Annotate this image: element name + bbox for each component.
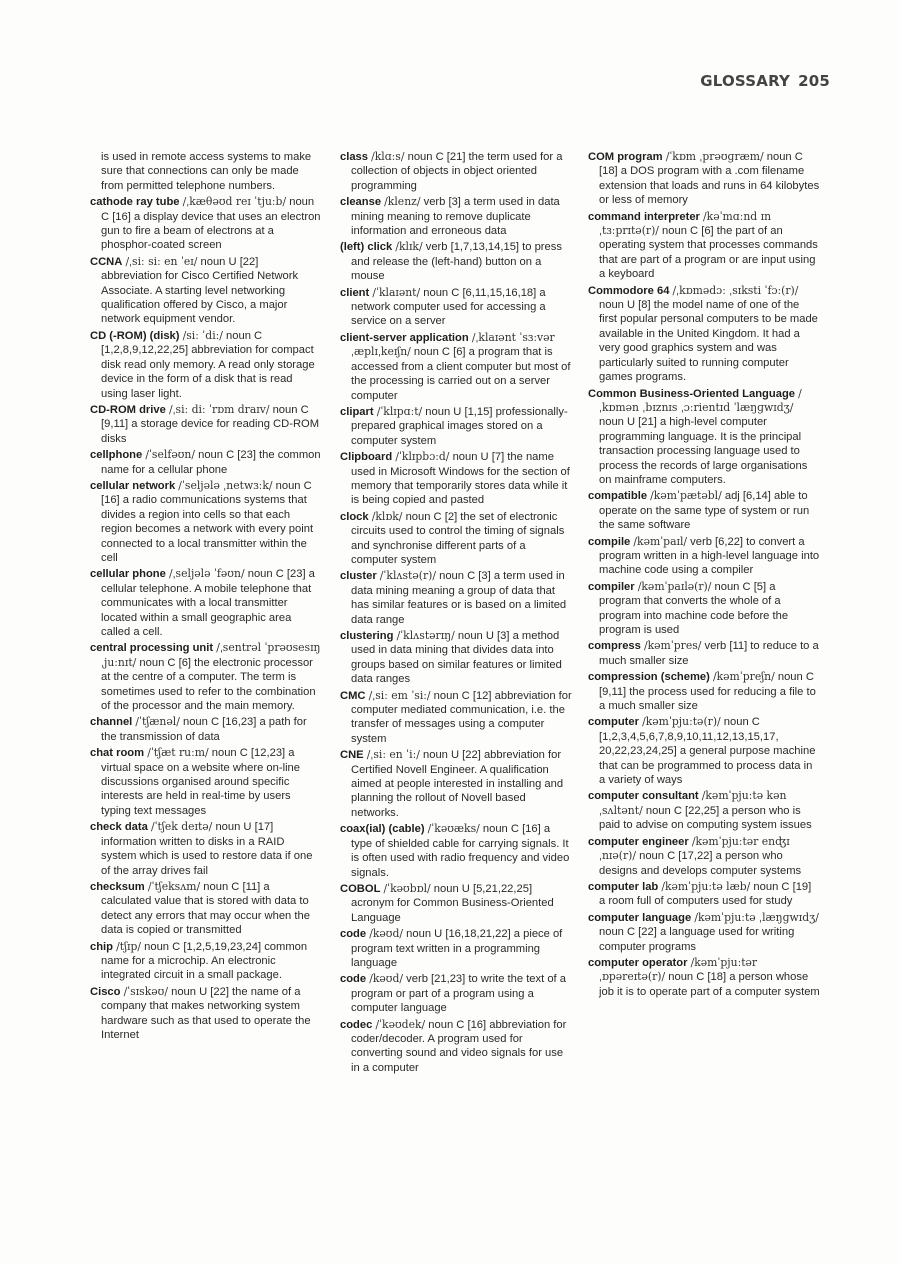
entry-pronunciation: /klɑːs/ bbox=[371, 150, 405, 163]
entry-definition: noun U [21] a high-level computer programming language. It is the principal transaction processing language used to process the records of large organisations on mainframe computers. bbox=[599, 416, 808, 486]
entry-pronunciation: /ˈsɪskəʊ/ bbox=[123, 984, 168, 998]
entry-headword: checksum bbox=[90, 880, 145, 893]
entry-pronunciation: /ˈklɪpbɔːd/ bbox=[395, 450, 450, 464]
glossary-entry bbox=[340, 195, 572, 238]
glossary-entry bbox=[340, 882, 572, 925]
glossary-entry bbox=[90, 715, 322, 744]
entry-definition: noun C [11] a calculated value that is stored with data to detect any errors that may occur when the data is copied or transmitted bbox=[101, 880, 310, 937]
glossary-entry bbox=[340, 972, 572, 1015]
entry-pronunciation: /kəmˈpjuːtə læb/ bbox=[661, 879, 751, 893]
entry-definition: noun C [16] a display device that uses an electron gun to fire a beam of electrons at a phosphor-coated screen bbox=[101, 196, 321, 252]
entry-definition: noun C [16] abbreviation for coder/decoder. A program used for converting sound and video signals for use in a computer bbox=[351, 1018, 567, 1074]
entry-definition: noun C [23] a cellular telephone. A mobile telephone that communicates with a local transmitter located within a small geographic area called a cell. bbox=[101, 568, 315, 638]
entry-headword: check data bbox=[90, 821, 148, 834]
glossary-entry bbox=[588, 835, 820, 878]
entry-definition: noun C [6] the electronic processor at the centre of a computer. The term is sometimes used to refer to the combination of the processor and the main memory. bbox=[101, 656, 316, 713]
entry-pronunciation: /ˈtʃeksʌm/ bbox=[147, 879, 201, 893]
entry-headword: client-server application bbox=[340, 331, 469, 344]
entry-definition: noun C [16] a radio communications systems that divides a region into cells so that each region becomes a network with every point connected to a local transmitter within the cell bbox=[101, 479, 314, 564]
entry-pronunciation: /kəmˈpjuːtə kənˌsʌltənt/ bbox=[599, 789, 787, 817]
entry-pronunciation: /ˈkɒm ˌprəʊɡræm/ bbox=[665, 150, 764, 163]
entry-definition: noun C [19] a room full of computers used for study bbox=[599, 880, 812, 908]
glossary-entry bbox=[588, 387, 820, 488]
entry-definition: noun U [22] abbreviation for Cisco Certified Network Associate. A starting level networking qualification offered by Cisco, a major network equipment vendor. bbox=[101, 255, 299, 326]
entry-pronunciation: /ˈkəʊæks/ bbox=[427, 822, 480, 836]
glossary-entry bbox=[340, 240, 572, 283]
entry-definition: noun C [12,23] a virtual space on a website where on-line discussions organised around specific interests are held in real-time by users typing text messages bbox=[101, 747, 300, 817]
entry-pronunciation: /kəmˈpaɪlə(r)/ bbox=[637, 579, 712, 593]
glossary-entry bbox=[588, 210, 820, 282]
entry-definition: is used in remote access systems to make sure that connections can only be made from permitted telephone numbers. bbox=[101, 151, 312, 192]
entry-definition: noun C [6] the part of an operating system that processes commands that are part of a program or are input using a keyboard bbox=[599, 225, 818, 281]
entry-definition: noun U [1,15] professionally-prepared graphical images stored on a computer system bbox=[351, 405, 568, 447]
glossary-entry bbox=[588, 956, 820, 999]
entry-definition: noun C [6,11,15,16,18] a network computer used for accessing a service on a server bbox=[351, 286, 546, 328]
page-number: 205 bbox=[798, 72, 830, 90]
entry-definition: verb [1,7,13,14,15] to press and release the (left-hand) button on a mouse bbox=[351, 241, 562, 283]
entry-pronunciation: /tʃɪp/ bbox=[116, 939, 142, 953]
entry-definition: noun C [5] a program that converts the whole of a program into machine code before the program is used bbox=[599, 580, 789, 636]
entry-definition: verb [11] to reduce to a much smaller size bbox=[599, 640, 819, 667]
glossary-entry bbox=[588, 489, 820, 532]
entry-pronunciation: /kəmˈpætəbl/ bbox=[650, 489, 722, 503]
entry-definition: noun C [22,25] a person who is paid to advise on computing system issues bbox=[599, 804, 812, 832]
entry-definition: noun C [18] a person whose job it is to operate part of a computer system bbox=[599, 971, 820, 998]
entry-headword: compatible bbox=[588, 490, 648, 503]
entry-definition: verb [21,23] to write the text of a program or part of a program using a computer language bbox=[351, 973, 566, 1015]
entry-pronunciation: /ˈklʌstərɪŋ/ bbox=[396, 629, 455, 642]
entry-pronunciation: /ˈklɪpɑːt/ bbox=[376, 404, 423, 418]
glossary-entry bbox=[90, 448, 322, 477]
entry-headword: cellular phone bbox=[90, 568, 166, 581]
glossary-column-middle bbox=[340, 150, 572, 1077]
glossary-entry bbox=[90, 567, 322, 639]
glossary-entry bbox=[340, 822, 572, 880]
glossary-entry bbox=[90, 403, 322, 446]
entry-pronunciation: /ˈtʃek deɪtə/ bbox=[150, 820, 213, 834]
entry-headword: code bbox=[340, 928, 367, 941]
entry-headword: compile bbox=[588, 535, 631, 548]
entry-headword: compress bbox=[588, 640, 641, 653]
glossary-entry bbox=[340, 450, 572, 508]
entry-definition: noun U [17] information written to disks in a RAID system which is used to restore data if one of the array drives fail bbox=[101, 821, 313, 877]
entry-pronunciation: /ˈseljələ ˌnetwɜːk/ bbox=[178, 478, 273, 492]
entry-definition: verb [3] a term used in data mining meaning to remove duplicate information and erroneous data bbox=[351, 196, 560, 238]
glossary-entry bbox=[340, 286, 572, 329]
entry-pronunciation: /klɒk/ bbox=[371, 509, 403, 523]
entry-headword: cellular network bbox=[90, 479, 176, 492]
entry-pronunciation: /ˌkɒmədɔː ˌsɪksti ˈfɔː(r)/ bbox=[672, 283, 799, 297]
entry-headword: COBOL bbox=[340, 882, 381, 895]
entry-pronunciation: /ˈklʌstə(r)/ bbox=[379, 569, 436, 583]
entry-pronunciation: /ˈkəʊdek/ bbox=[375, 1017, 426, 1031]
glossary-entry bbox=[588, 150, 820, 208]
entry-definition: noun C [21] the term used for a collection of objects in object oriented programming bbox=[351, 151, 563, 192]
entry-definition: noun U [3] a method used in data mining that divides data into groups based on similar features or limited data ranges bbox=[351, 630, 562, 686]
entry-pronunciation: /ˌkæθəʊd reɪ ˈtjuːb/ bbox=[182, 195, 287, 209]
entry-pronunciation: /ˌsiː siː en ˈeɪ/ bbox=[125, 254, 198, 268]
entry-pronunciation: /ˈkəʊbɒl/ bbox=[383, 881, 431, 895]
glossary-column-left bbox=[90, 150, 322, 1044]
entry-pronunciation: /kəʊd/ bbox=[369, 972, 404, 986]
entry-definition: noun U [22] the name of a company that makes networking system hardware such as that used to operate the Internet bbox=[101, 985, 311, 1041]
glossary-entry bbox=[588, 639, 820, 668]
entry-headword: computer operator bbox=[588, 956, 688, 969]
entry-headword: chat room bbox=[90, 747, 145, 760]
glossary-entry bbox=[340, 629, 572, 687]
entry-headword: cathode ray tube bbox=[90, 196, 180, 209]
entry-pronunciation: /kəmˈpjuːtər ˌɒpəreɪtə(r)/ bbox=[599, 955, 758, 984]
entry-pronunciation: /ˌsiː em ˈsiː/ bbox=[368, 688, 431, 702]
entry-headword: coax(ial) (cable) bbox=[340, 823, 425, 836]
glossary-entry bbox=[340, 927, 572, 970]
entry-pronunciation: /klenz/ bbox=[384, 195, 421, 209]
glossary-entry bbox=[90, 150, 322, 193]
glossary-entry bbox=[90, 479, 322, 565]
glossary-entry bbox=[90, 255, 322, 327]
glossary-entry bbox=[90, 329, 322, 401]
running-head: GLOSSARY bbox=[700, 72, 791, 90]
entry-headword: CD-ROM drive bbox=[90, 403, 166, 416]
entry-pronunciation: /klɪk/ bbox=[395, 240, 423, 254]
entry-pronunciation: /ˈselfəʊn/ bbox=[145, 448, 195, 462]
entry-headword: code bbox=[340, 973, 367, 986]
entry-definition: noun C [22] a language used for writing computer programs bbox=[599, 926, 795, 953]
glossary-entry bbox=[90, 940, 322, 983]
entry-headword: compiler bbox=[588, 580, 635, 593]
entry-pronunciation: /kəmˈpreʃn/ bbox=[712, 670, 775, 684]
entry-headword: CNE bbox=[340, 749, 364, 762]
entry-pronunciation: /kəʊd/ bbox=[369, 927, 404, 941]
glossary-entry bbox=[340, 510, 572, 568]
glossary-entry bbox=[90, 820, 322, 878]
entry-definition: noun U [7] the name used in Microsoft Windows for the section of memory that temporarily stores data while it is being copied and pasted bbox=[351, 451, 570, 507]
entry-definition: verb [6,22] to convert a program written in a high-level language into machine code using a compiler bbox=[599, 535, 820, 577]
entry-headword: CMC bbox=[340, 689, 366, 702]
glossary-entry bbox=[90, 195, 322, 253]
entry-definition: noun U [22] abbreviation for Certified Novell Engineer. A qualification aimed at people interested in installing and planning the rollout of Novell based networks. bbox=[351, 749, 564, 819]
entry-pronunciation: /ˌkɒmən ˌbɪznɪs ˌɔːrientɪd ˈlæŋɡwɪdʒ/ bbox=[599, 386, 802, 414]
glossary-entry bbox=[340, 748, 572, 820]
glossary-entry bbox=[588, 535, 820, 578]
entry-definition: adj [6,14] able to operate on the same type of system or run the same software bbox=[599, 490, 810, 532]
entry-pronunciation: /ˌsentrəl ˈprəʊsesɪŋ ˌjuːnɪt/ bbox=[101, 641, 321, 669]
glossary-column-right bbox=[588, 150, 820, 1001]
entry-definition: noun C [17,22] a person who designs and develops computer systems bbox=[599, 850, 802, 877]
entry-definition: noun C [16] a type of shielded cable for carrying signals. It is often used with radio frequency and video signals. bbox=[351, 823, 570, 879]
glossary-entry bbox=[90, 641, 322, 713]
entry-headword: computer language bbox=[588, 911, 692, 924]
entry-definition: noun C [6] a program that is accessed from a client computer but most of the processing is carried out on a server computer bbox=[351, 346, 571, 402]
entry-headword: Clipboard bbox=[340, 451, 393, 464]
glossary-entry bbox=[340, 569, 572, 627]
entry-pronunciation: /ˌsiː en ˈiː/ bbox=[366, 748, 420, 762]
entry-headword: computer consultant bbox=[588, 790, 699, 803]
entry-pronunciation: /kəmˈpjuːtə ˌlæŋɡwɪdʒ/ bbox=[694, 910, 819, 924]
entry-pronunciation: /kəˈmɑːnd ɪnˌtɜːprɪtə(r)/ bbox=[599, 209, 772, 238]
entry-pronunciation: /siː ˈdiː/ bbox=[182, 328, 223, 342]
entry-pronunciation: /kəmˈpaɪl/ bbox=[633, 534, 688, 548]
glossary-entry bbox=[340, 1018, 572, 1076]
entry-headword: Commodore 64 bbox=[588, 284, 670, 297]
entry-headword: cluster bbox=[340, 570, 377, 583]
glossary-entry bbox=[90, 985, 322, 1043]
entry-headword: (left) click bbox=[340, 241, 393, 254]
entry-definition: noun C [2] the set of electronic circuits used to control the timing of signals and synchronise different parts of a computer system bbox=[351, 510, 565, 566]
entry-definition: noun U [8] the model name of one of the first popular personal computers to be made available in the United Kingdom. It had a very good graphics system and was particularly suited to running computer games programs. bbox=[599, 299, 818, 384]
glossary-entry bbox=[588, 789, 820, 832]
entry-headword: Common Business-Oriented Language bbox=[588, 387, 795, 400]
entry-definition: noun C [16,23] a path for the transmission of data bbox=[101, 716, 307, 743]
entry-headword: CD (-ROM) (disk) bbox=[90, 329, 180, 342]
entry-definition: noun U [5,21,22,25] acronym for Common Business-Oriented Language bbox=[351, 882, 554, 924]
glossary-entry bbox=[90, 746, 322, 818]
glossary-entry bbox=[588, 715, 820, 787]
entry-definition: noun U [16,18,21,22] a piece of program text written in a programming language bbox=[351, 928, 563, 969]
entry-definition: noun C [9,11] a storage device for reading CD-ROM disks bbox=[101, 403, 320, 445]
entry-headword: class bbox=[340, 151, 368, 163]
entry-pronunciation: /kəmˈpjuːtər enʤɪˌnɪə(r)/ bbox=[599, 834, 790, 863]
entry-headword: clipart bbox=[340, 405, 374, 418]
entry-pronunciation: /kəmˈpjuːtə(r)/ bbox=[642, 715, 721, 729]
glossary-entry bbox=[588, 911, 820, 954]
entry-definition: noun C [12] abbreviation for computer mediated communication, i.e. the transfer of messages using a computer system bbox=[351, 689, 572, 745]
glossary-entry bbox=[340, 689, 572, 747]
entry-pronunciation: /ˈklaɪənt/ bbox=[372, 285, 421, 299]
entry-headword: central processing unit bbox=[90, 642, 214, 655]
entry-headword: compression (scheme) bbox=[588, 671, 710, 684]
entry-definition: noun C [1,2,3,4,5,6,7,8,9,10,11,12,13,15,17, 20,22,23,24,25] a general purpose machine that can be programmed to process data in a variety of ways bbox=[599, 716, 816, 787]
entry-headword: clustering bbox=[340, 630, 394, 642]
glossary-entry bbox=[340, 150, 572, 193]
glossary-entry bbox=[588, 670, 820, 713]
entry-pronunciation: /ˌklaɪənt ˈsɜːvər ˌæplɪˌkeɪʃn/ bbox=[351, 330, 555, 359]
entry-definition: noun C [3] a term used in data mining meaning a group of data that has similar features or is based on a limited data range bbox=[351, 570, 567, 626]
entry-headword: cellphone bbox=[90, 449, 143, 462]
entry-headword: chip bbox=[90, 940, 113, 953]
entry-headword: cleanse bbox=[340, 196, 382, 209]
entry-pronunciation: /ˈtʃæt ruːm/ bbox=[147, 746, 209, 760]
entry-headword: clock bbox=[340, 510, 369, 523]
entry-pronunciation: /ˈtʃænəl/ bbox=[135, 715, 180, 729]
entry-definition: noun C [23] the common name for a cellular phone bbox=[101, 449, 321, 476]
page-header bbox=[700, 72, 830, 90]
entry-headword: computer bbox=[588, 716, 639, 729]
entry-definition: noun C [1,2,8,9,12,22,25] abbreviation for compact disk read only memory. A read only storage device in the form of a disk that is read using laser light. bbox=[101, 329, 315, 400]
entry-definition: noun C [18] a DOS program with a .com filename extension that loads and runs in 64 kilobytes or less of memory bbox=[599, 151, 820, 207]
entry-headword: computer engineer bbox=[588, 835, 689, 848]
entry-headword: client bbox=[340, 286, 370, 299]
glossary-entry bbox=[340, 331, 572, 403]
entry-definition: noun C [1,2,5,19,23,24] common name for a microchip. An electronic integrated circuit in a small package. bbox=[101, 940, 308, 982]
entry-headword: codec bbox=[340, 1018, 373, 1031]
entry-definition: noun C [9,11] the process used for reducing a file to a much smaller size bbox=[599, 671, 816, 713]
entry-headword: command interpreter bbox=[588, 210, 700, 223]
entry-pronunciation: /ˌsiː diː ˈrɒm draɪv/ bbox=[168, 402, 270, 416]
entry-headword: channel bbox=[90, 716, 133, 729]
glossary-entry bbox=[588, 284, 820, 385]
entry-pronunciation: /kəmˈpres/ bbox=[643, 639, 702, 653]
entry-headword: computer lab bbox=[588, 880, 659, 893]
entry-headword: COM program bbox=[588, 151, 663, 163]
glossary-entry bbox=[340, 405, 572, 448]
entry-headword: CCNA bbox=[90, 255, 123, 268]
entry-pronunciation: /ˌseljələ ˈfəʊn/ bbox=[168, 567, 245, 581]
glossary-entry bbox=[90, 880, 322, 938]
glossary-entry bbox=[588, 580, 820, 638]
entry-headword: Cisco bbox=[90, 985, 121, 998]
glossary-entry bbox=[588, 880, 820, 909]
